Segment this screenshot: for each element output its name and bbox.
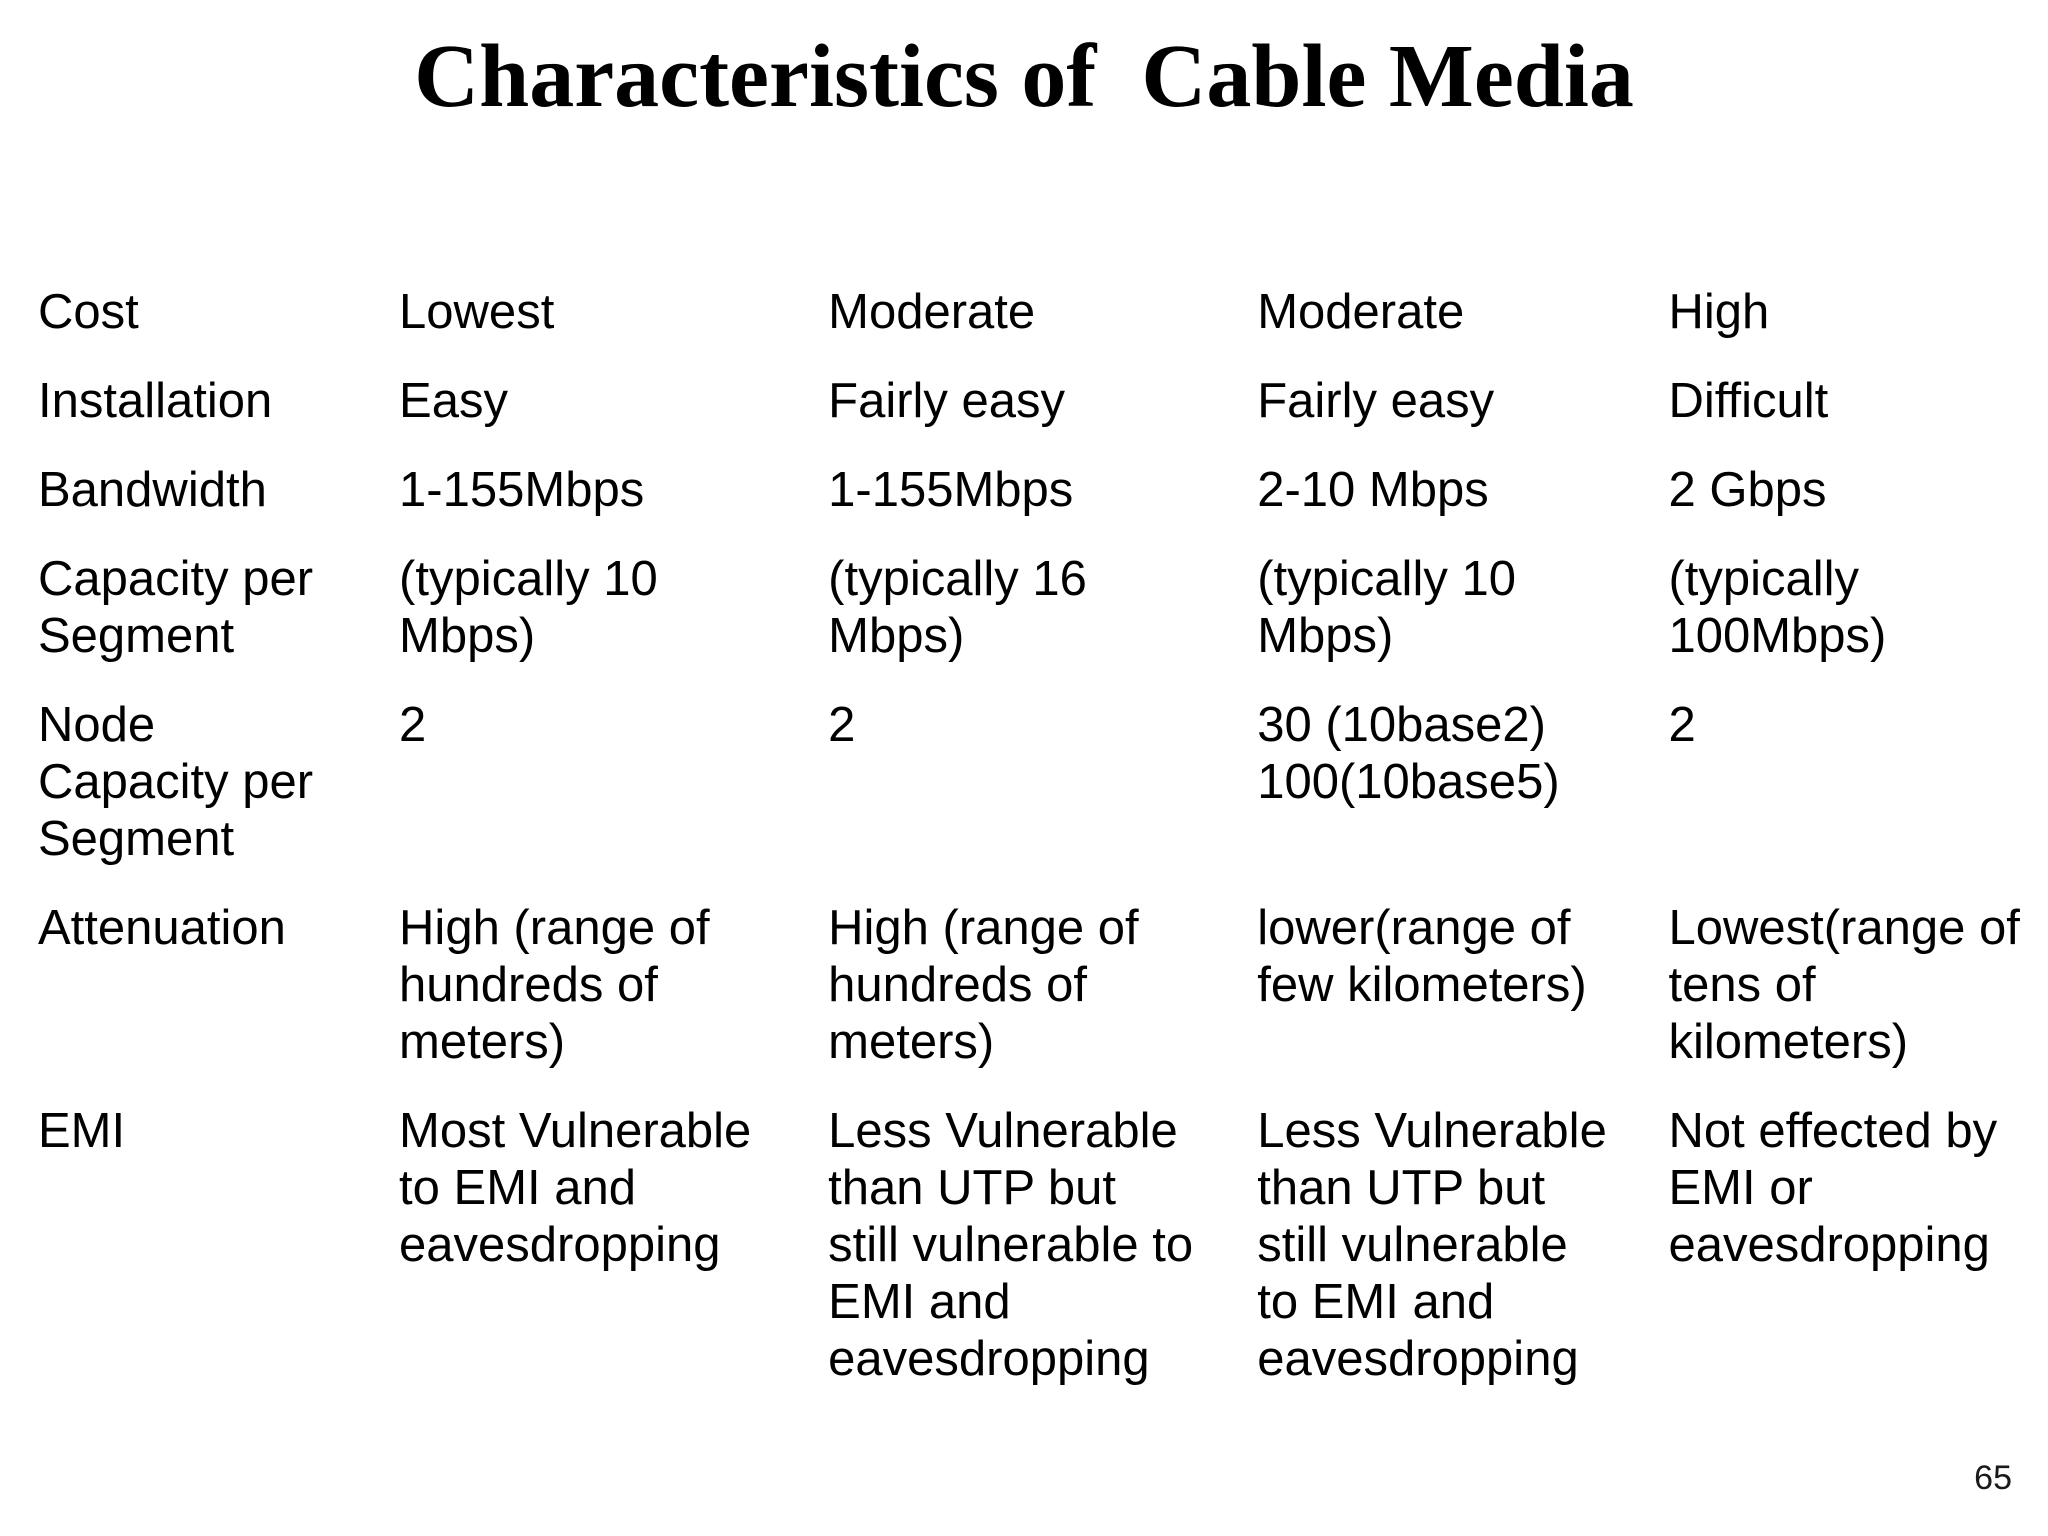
row-label: Attenuation: [38, 901, 286, 955]
table-cell: High (range of hundreds of meters): [399, 901, 710, 1069]
table-cell: 30 (10base2) 100(10base5): [1257, 698, 1560, 809]
row-label: EMI: [38, 1104, 126, 1158]
table-row-capacity-per-segment: [38, 551, 2048, 697]
table-cell: Lowest: [399, 285, 555, 339]
table-cell: Lowest(range of tens of kilometers): [1668, 901, 2020, 1069]
table-cell: 2-10 Mbps: [1257, 463, 1489, 517]
table-cell: (typically 10 Mbps): [1257, 552, 1516, 663]
row-label: Bandwidth: [38, 463, 267, 517]
table-row-installation: [38, 373, 2048, 462]
table-cell: Most Vulnerable to EMI and eavesdropping: [399, 1104, 752, 1272]
table-cell: 1-155Mbps: [828, 463, 1074, 517]
page-number: 65: [1974, 1459, 2012, 1497]
table-row-node-capacity: [38, 697, 2048, 900]
table-row-attenuation: [38, 900, 2048, 1103]
table-cell: Easy: [399, 374, 508, 428]
table-row-emi: [38, 1103, 2048, 1420]
table-row-cost: [38, 284, 2048, 373]
table-cell: (typically 100Mbps): [1668, 552, 1887, 663]
table-cell: Moderate: [828, 285, 1036, 339]
table-cell: Less Vulnerable than UTP but still vulnerable to EMI and eavesdropping: [1257, 1104, 1607, 1386]
slide-title: Characteristics of Cable Media: [414, 27, 1634, 126]
row-label: Cost: [38, 285, 139, 339]
characteristics-table-container: [38, 284, 2048, 1420]
table-cell: High: [1668, 285, 1770, 339]
table-cell: Moderate: [1257, 285, 1465, 339]
characteristics-table: [38, 284, 2048, 1420]
table-cell: 1-155Mbps: [399, 463, 645, 517]
row-label: Capacity per Segment: [38, 552, 314, 663]
table-cell: High (range of hundreds of meters): [828, 901, 1139, 1069]
table-cell: (typically 16 Mbps): [828, 552, 1087, 663]
table-cell: lower(range of few kilometers): [1257, 901, 1587, 1012]
row-label: Installation: [38, 374, 273, 428]
table-row-bandwidth: [38, 462, 2048, 551]
table-cell: Fairly easy: [1257, 374, 1495, 428]
table-cell: (typically 10 Mbps): [399, 552, 658, 663]
table-cell: 2: [399, 698, 427, 752]
table-cell: 2 Gbps: [1668, 463, 1827, 517]
table-cell: Difficult: [1668, 374, 1829, 428]
table-cell: Not effected by EMI or eavesdropping: [1668, 1104, 1998, 1272]
table-cell: Less Vulnerable than UTP but still vulnerable to EMI and eavesdropping: [828, 1104, 1194, 1386]
table-cell: 2: [828, 698, 856, 752]
row-label: Node Capacity per Segment: [38, 698, 314, 866]
table-cell: Fairly easy: [828, 374, 1066, 428]
table-cell: 2: [1668, 698, 1696, 752]
